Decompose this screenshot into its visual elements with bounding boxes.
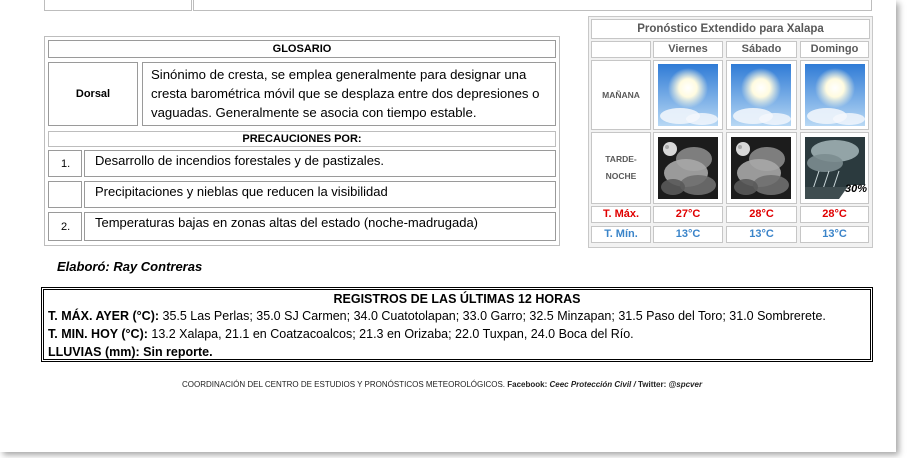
forecast-tmin-value: 13°C [653,226,723,243]
forecast-day: Viernes [653,41,723,58]
precaution-number: 2. [48,212,82,241]
forecast-morning-cell [653,60,723,130]
sunny-icon [805,64,865,126]
precaution-number: 1. [48,150,82,177]
forecast-tmax-value: 28°C [726,206,797,223]
forecast-tmin-value: 13°C [800,226,869,243]
cloudy-night-icon [731,137,791,199]
forecast-tmax-value: 27°C [653,206,723,223]
forecast-panel [588,16,873,248]
forecast-title: Pronóstico Extendido para Xalapa [591,19,870,39]
precaution-text: Temperaturas bajas en zonas altas del estado (noche-madrugada) [84,212,556,241]
forecast-tmax-value: 28°C [800,206,869,223]
forecast-day: Domingo [800,41,869,58]
records-tmin-line [48,327,634,341]
footer-facebook-label: Facebook: [505,380,548,389]
footer-facebook-value: Ceec Protección Civil [547,380,632,389]
glossary-definition: Sinónimo de cresta, se emplea generalmente para designar una cresta barométrica móvil que se desplaza entre dos depresiones o vaguadas. Generalmente se asocia con tiempo estable. [142,62,556,126]
cloudy-night-icon [658,137,718,199]
forecast-row-evening-line2: NOCHE [605,171,637,181]
forecast-day: Sábado [726,41,797,58]
sunny-icon [658,64,718,126]
forecast-corner [591,41,651,58]
forecast-tmin-value: 13°C [726,226,797,243]
records-box [41,287,873,362]
forecast-tmax-label: T. Máx. [591,206,651,223]
rain-probability-badge: 30% [845,183,868,195]
forecast-tmin-label: T. Mín. [591,226,651,243]
records-tmax-text: 35.5 Las Perlas; 35.0 SJ Carmen; 34.0 Cuatotolapan; 33.0 Garro; 32.5 Minzapan; 31.5 Paso del Toro; 31.0 Sombrerete. [159,309,826,323]
forecast-row-evening-line1: TARDE- [605,154,637,164]
author-credit: Elaboró: Ray Contreras [57,259,203,274]
forecast-morning-cell [726,60,797,130]
top-table-fragment-left [44,0,192,11]
records-tmax-line [48,309,826,323]
forecast-row-evening [591,132,651,204]
precaution-number [48,181,82,208]
forecast-evening-cell [653,132,723,204]
precautions-header: PRECAUCIONES POR: [48,131,556,147]
glossary-header: GLOSARIO [48,40,556,58]
forecast-evening-cell [726,132,797,204]
sunny-icon [731,64,791,126]
precaution-text: Precipitaciones y nieblas que reducen la visibilidad [84,181,556,208]
glossary-term: Dorsal [48,62,138,126]
footer-main: COORDINACIÓN DEL CENTRO DE ESTUDIOS Y PRONÓSTICOS METEOROLÓGICOS. [182,380,506,389]
forecast-evening-cell [800,132,869,204]
footer-separator: / [631,380,638,389]
footer-credit [182,380,702,389]
records-tmin-text: 13.2 Xalapa, 21.1 en Coatzacoalcos; 21.3 en Orizaba; 22.0 Tuxpan, 24.0 Boca del Río. [147,327,634,341]
footer-twitter-label: Twitter: [637,380,667,389]
records-rain-line [48,345,213,359]
forecast-morning-cell [800,60,869,130]
records-rain-text: LLUVIAS (mm): Sin reporte. [48,345,213,359]
records-tmin-label: T. MIN. HOY (°C): [48,327,148,341]
footer-twitter-value: @spcver [666,380,703,389]
precaution-text: Desarrollo de incendios forestales y de pastizales. [84,150,556,177]
forecast-row-morning: MAÑANA [591,60,651,130]
records-tmax-label: T. MÁX. AYER (°C): [48,309,160,323]
records-title: REGISTROS DE LAS ÚLTIMAS 12 HORAS [333,292,581,306]
top-table-fragment-right [193,0,872,11]
